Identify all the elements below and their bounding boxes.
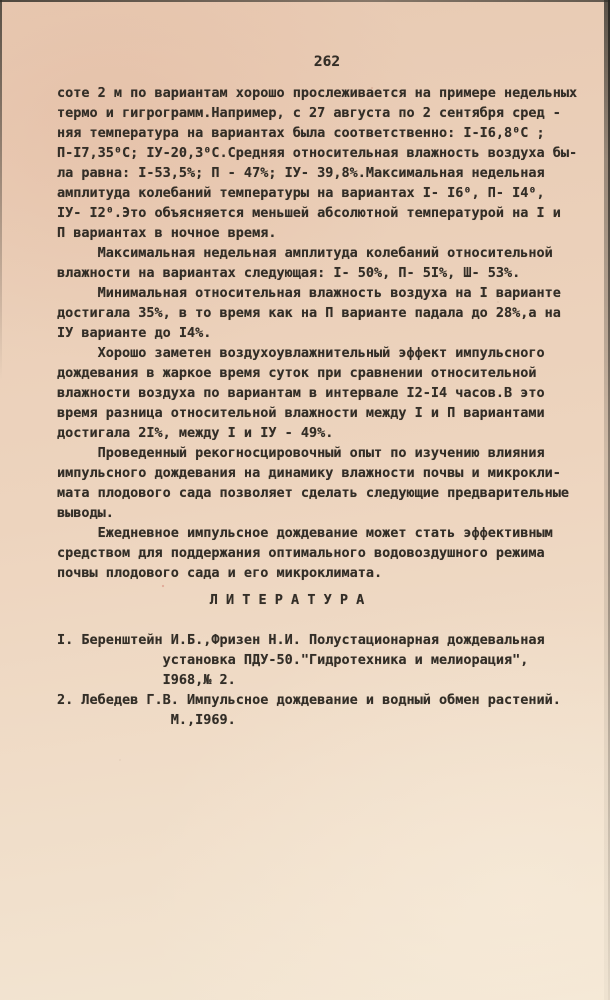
text-line: Хорошо заметен воздухоувлажнительный эффект импульсного [57, 345, 545, 361]
text-line: ла равна: I-53,5%; П - 47%; IУ- 39,8%.Максимальная недельная [57, 165, 545, 181]
text-line: Минимальная относительная влажность воздуха на I варианте [57, 285, 561, 301]
text-line: П вариантах в ночное время. [57, 225, 277, 241]
text-line: почвы плодового сада и его микроклимата. [57, 565, 383, 581]
text-line: Проведенный рекогносцировочный опыт по изучению влияния [57, 445, 545, 461]
text-line: амплитуда колебаний температуры на вариантах I- I6⁰, П- I4⁰, [57, 185, 545, 201]
text-line: выводы. [57, 505, 114, 521]
text-line: I968,№ 2. [57, 672, 236, 688]
text-line: IУ- I2⁰.Это объясняется меньшей абсолютной температурой на I и [57, 205, 561, 221]
text-line: 2. Лебедев Г.В. Импульсное дождевание и водный обмен растений. [57, 692, 561, 708]
text-line: мата плодового сада позволяет сделать следующие предварительные [57, 485, 570, 501]
text-line: средством для поддержания оптимального водовоздушного режима [57, 545, 545, 561]
text-line: время разница относительной влажности между I и П вариантами [57, 405, 545, 421]
page-number: 262 [313, 54, 341, 70]
text-line: влажности на вариантах следующая: I- 50%, П- 5I%, Ш- 53%. [57, 265, 521, 281]
text-line: термо и гигрограмм.Например, с 27 августа по 2 сентября сред - [57, 105, 561, 121]
text-line: Максимальная недельная амплитуда колебаний относительной [57, 245, 553, 261]
text-line: соте 2 м по вариантам хорошо прослеживается на примере недельных [57, 85, 578, 101]
scan-edge-left [0, 0, 2, 380]
text-line: IУ варианте до I4%. [57, 325, 212, 341]
scan-edge-top [0, 0, 610, 2]
text-line: М.,I969. [57, 712, 236, 728]
text-line: влажности воздуха по вариантам в интервале I2-I4 часов.В это [57, 385, 545, 401]
text-line: П-I7,35⁰С; IУ-20,3⁰С.Средняя относительная влажность воздуха бы- [57, 145, 578, 161]
text-line: установка ПДУ-50."Гидротехника и мелиорация", [57, 652, 529, 668]
text-line: I. Беренштейн И.Б.,Фризен Н.И. Полустационарная дождевальная [57, 632, 545, 648]
body-text [57, 83, 587, 583]
text-line: дождевания в жаркое время суток при сравнении относительной [57, 365, 537, 381]
literature-heading: Л И Т Е Р А Т У Р А [209, 592, 365, 608]
text-line: достигала 2I%, между I и IУ - 49%. [57, 425, 334, 441]
reference-list [57, 630, 587, 730]
text-line: Ежедневное импульсное дождевание может стать эффективным [57, 525, 553, 541]
text-line: импульсного дождевания на динамику влажности почвы и микрокли- [57, 465, 561, 481]
text-line: няя температура на вариантах была соответственно: I-I6,8⁰С ; [57, 125, 545, 141]
text-line: достигала 35%, в то время как на П варианте падала до 28%,а на [57, 305, 561, 321]
